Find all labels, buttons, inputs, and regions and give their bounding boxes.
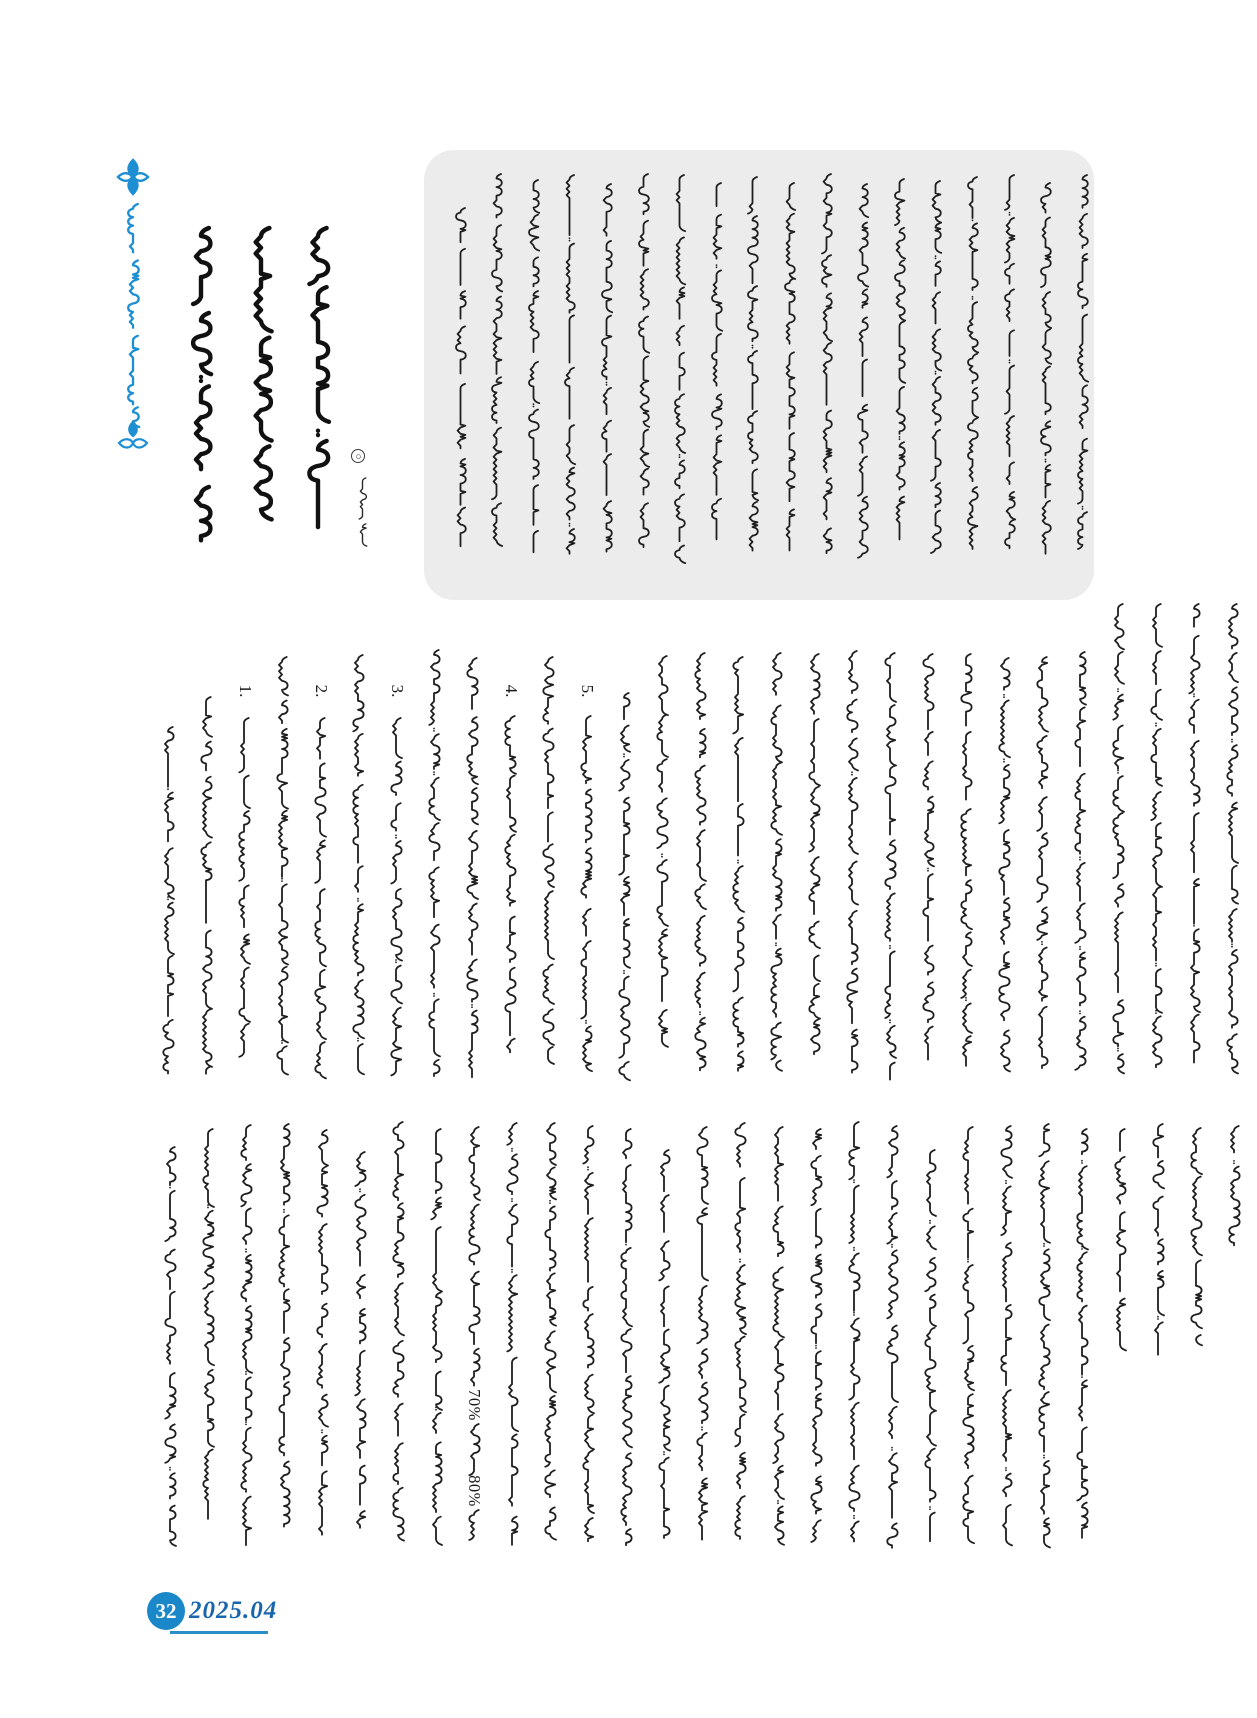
masthead-ornament-bottom-icon	[116, 419, 150, 455]
mongolian-text-column	[725, 657, 751, 1072]
mongolian-text-column	[814, 174, 839, 548]
mongolian-text-column	[687, 653, 713, 1070]
page-number-badge	[147, 1592, 185, 1630]
mongolian-text-column	[573, 716, 599, 1070]
mongolian-text-column	[1031, 1124, 1057, 1543]
mongolian-text-column	[727, 1123, 753, 1542]
mongolian-text-column	[651, 1150, 677, 1541]
mongolian-text-column	[345, 655, 371, 1073]
mongolian-text-column	[352, 478, 373, 537]
mongolian-text-column	[993, 1126, 1019, 1542]
mongolian-text-column	[557, 175, 582, 555]
mongolian-text-column	[535, 657, 561, 1058]
page-number: 32	[155, 1598, 177, 1623]
mongolian-text-column	[269, 657, 295, 1072]
mongolian-text-column	[1067, 652, 1093, 1070]
mongolian-text-column	[157, 1147, 183, 1539]
mongolian-text-column	[801, 654, 827, 1053]
issue-date: 2025.04	[189, 1597, 278, 1624]
mongolian-text-column	[953, 654, 979, 1073]
mongolian-text-column	[917, 1150, 943, 1540]
mongolian-text-column	[704, 183, 729, 549]
list-marker-2: 2.	[312, 684, 331, 698]
list-marker-5: 5.	[578, 684, 597, 698]
mongolian-text-column	[991, 658, 1017, 1069]
mongolian-text-column	[960, 177, 985, 548]
mongolian-text-column	[347, 1152, 373, 1527]
mongolian-text-column	[887, 179, 912, 550]
mongolian-text-column	[877, 653, 903, 1074]
mongolian-text-column	[537, 1123, 563, 1540]
masthead-ornament-top-icon	[114, 157, 152, 197]
list-marker-1: 1.	[236, 684, 255, 698]
mongolian-text-column	[575, 1126, 601, 1540]
mongolian-text-column	[1143, 604, 1169, 1067]
mongolian-text-column	[499, 1123, 525, 1541]
mongolian-text-column	[763, 653, 789, 1069]
mongolian-text-column	[195, 1129, 221, 1529]
mongolian-text-column	[309, 1130, 335, 1538]
inline-value-80pct: 80%	[465, 1475, 484, 1507]
mongolian-text-column	[1033, 183, 1058, 553]
mongolian-text-column	[421, 650, 447, 1071]
mongolian-text-column	[777, 183, 802, 550]
mongolian-text-column	[803, 1129, 829, 1539]
inline-value-70pct: 70%	[465, 1389, 484, 1421]
mongolian-text-column	[611, 693, 637, 1071]
mongolian-text-column	[271, 1124, 297, 1539]
mongolian-text-column	[1219, 604, 1245, 1073]
mongolian-text-column	[1107, 1129, 1133, 1344]
mongolian-text-column	[1181, 604, 1207, 1070]
list-marker-3: 3.	[388, 684, 407, 698]
mongolian-text-column	[1070, 175, 1095, 547]
mongolian-text-column	[839, 651, 865, 1069]
author-marker	[351, 449, 365, 463]
mongolian-text-column	[238, 228, 284, 528]
mongolian-text-column	[120, 204, 146, 418]
mongolian-text-column	[497, 716, 523, 1051]
mongolian-text-column	[294, 228, 342, 513]
mongolian-text-column	[179, 228, 223, 535]
mongolian-text-column	[915, 654, 941, 1067]
footer-divider	[170, 1631, 268, 1634]
mongolian-text-column	[193, 697, 219, 1073]
mongolian-text-column	[423, 1129, 449, 1541]
mongolian-text-column	[521, 180, 546, 548]
mongolian-text-column	[594, 184, 619, 549]
mongolian-text-column	[850, 184, 875, 555]
mongolian-text-column	[955, 1127, 981, 1537]
mongolian-text-column	[613, 1129, 639, 1540]
mongolian-text-column	[1105, 604, 1131, 1067]
mongolian-text-column	[997, 175, 1022, 547]
mongolian-text-column	[1183, 1128, 1209, 1342]
list-marker-4: 4.	[502, 684, 521, 698]
mongolian-text-column	[689, 1127, 715, 1541]
mongolian-text-column	[459, 658, 485, 1075]
mongolian-text-column	[667, 175, 692, 555]
mongolian-text-column	[383, 718, 409, 1074]
mongolian-text-column	[233, 1125, 259, 1541]
mongolian-text-column	[155, 727, 181, 1075]
mongolian-text-column	[740, 177, 765, 549]
mongolian-text-column	[1029, 657, 1055, 1071]
mongolian-text-column	[879, 1126, 905, 1543]
mongolian-text-column	[448, 208, 473, 545]
mongolian-text-column	[923, 181, 948, 551]
mongolian-text-column	[307, 718, 333, 1072]
mongolian-text-column	[1221, 1126, 1247, 1242]
mongolian-text-column	[631, 174, 656, 547]
mongolian-text-column	[385, 1122, 411, 1538]
mongolian-text-column	[231, 718, 257, 1067]
mongolian-text-column	[1145, 1124, 1171, 1348]
mongolian-text-column	[484, 174, 509, 551]
mongolian-text-column	[1069, 1129, 1095, 1539]
mongolian-text-column	[765, 1127, 791, 1540]
mongolian-text-column	[649, 656, 675, 1050]
mongolian-text-column	[841, 1122, 867, 1542]
author-marker-glyph: ○	[352, 452, 364, 460]
